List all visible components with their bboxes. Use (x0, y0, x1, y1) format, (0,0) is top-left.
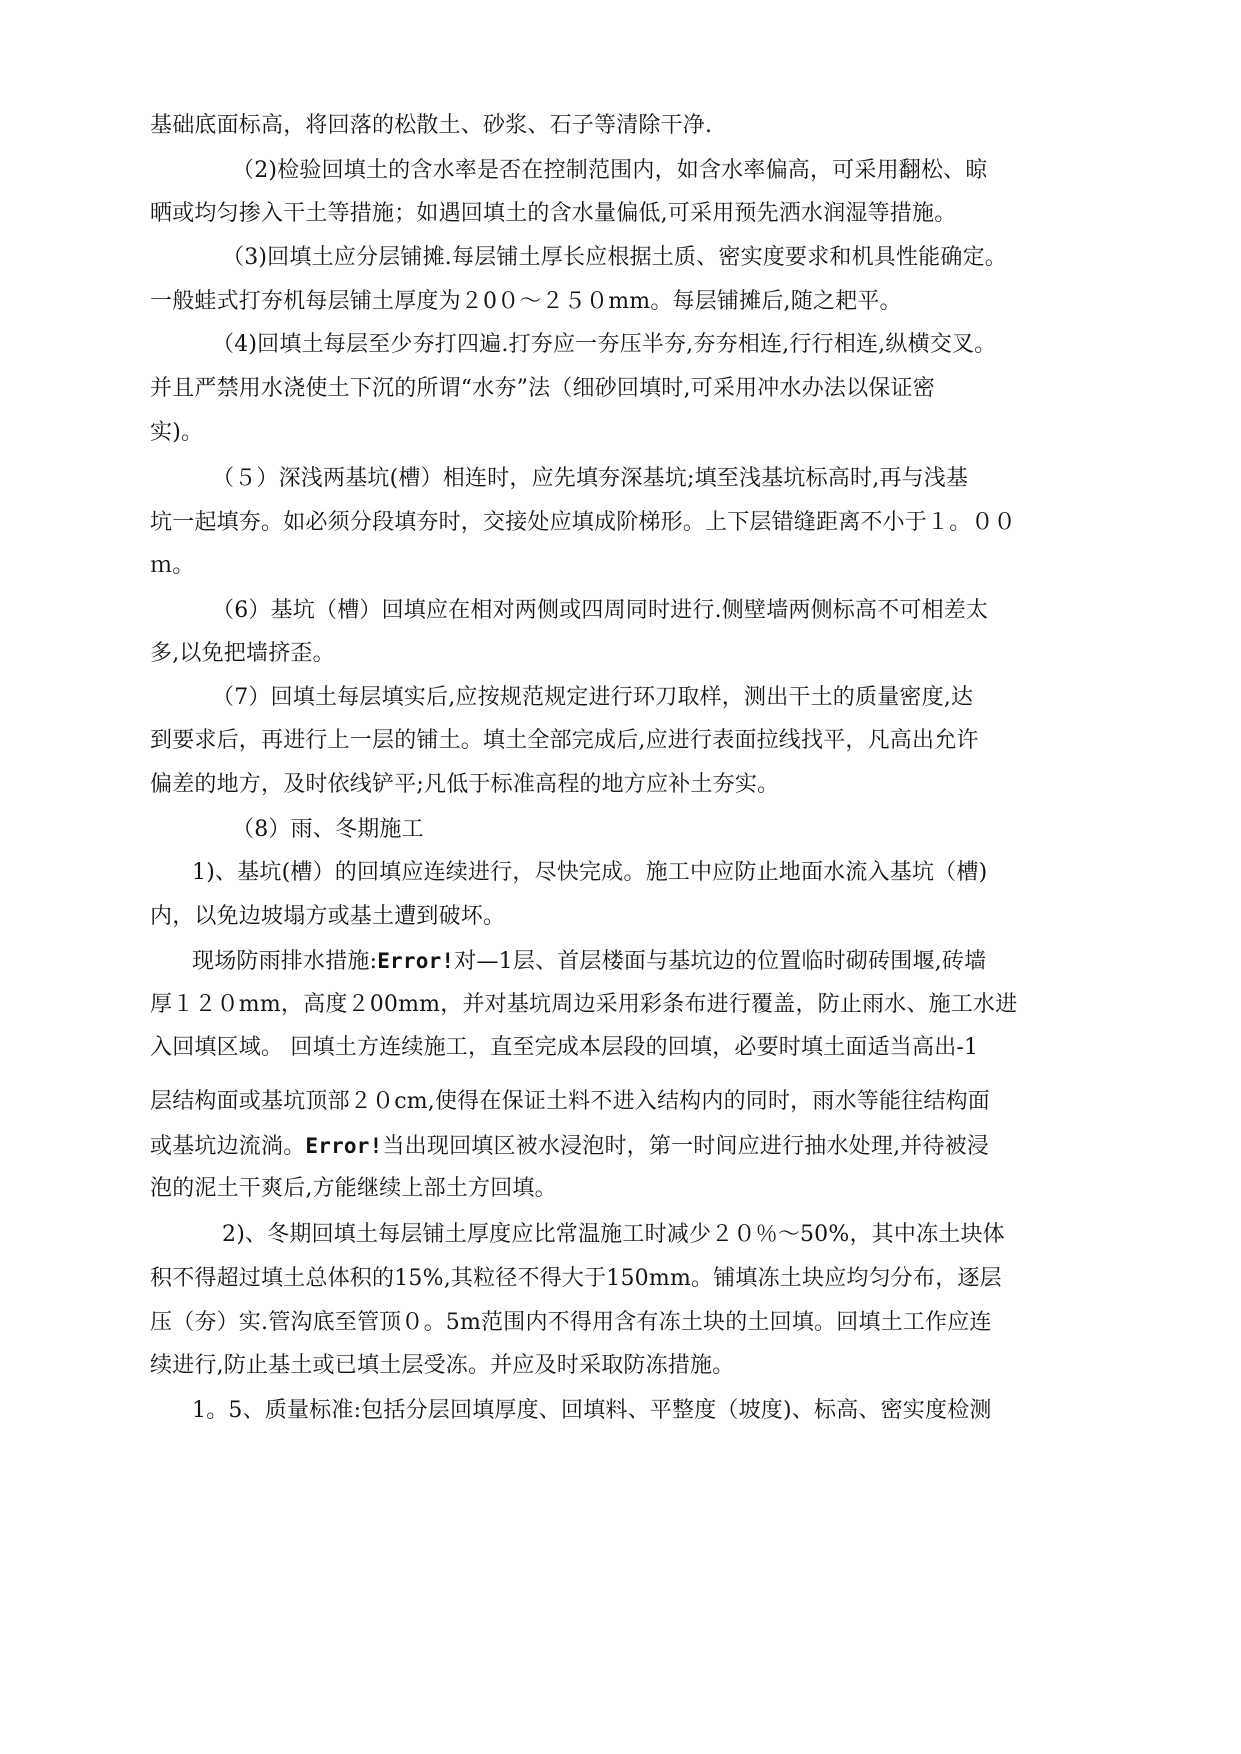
text-line: 偏差的地方，及时依线铲平;凡低于标准高程的地方应补土夯实。 (150, 772, 780, 797)
text-line: 入回填区域。 回填土方连续施工，直至完成本层段的回填，必要时填土面适当高出-1 (150, 1035, 979, 1060)
text-line: （５）深浅两基坑(槽）相连时，应先填夯深基坑;填至浅基坑标高时,再与浅基 (212, 466, 969, 491)
text-line: 1。5、质量标准:包括分层回填厚度、回填料、平整度（坡度)、标高、密实度检测 (192, 1398, 992, 1423)
text-line: 压（夯）实.管沟底至管顶０。5m范围内不得用含有冻土块的土回填。回填土工作应连 (150, 1310, 992, 1335)
text-segment: 或基坑边流淌。 (150, 1134, 306, 1159)
text-line: （3)回填土应分层铺摊.每层铺土厚长应根据土质、密实度要求和机具性能确定。 (222, 245, 1007, 270)
text-line: 坑一起填夯。如必须分段填夯时，交接处应填成阶梯形。上下层错缝距离不小于１。００ (150, 510, 1016, 535)
text-line: 并且严禁用水浇使土下沉的所谓“水夯”法（细砂回填时,可采用冲水办法以保证密 (150, 376, 935, 401)
text-line: 层结构面或基坑顶部２０cm,使得在保证土料不进入结构内的同时，雨水等能往结构面 (150, 1089, 990, 1114)
text-line: （7）回填土每层填实后,应按规范规定进行环刀取样，测出干土的质量密度,达 (212, 685, 974, 710)
text-line: 晒或均匀掺入干土等措施；如遇回填土的含水量偏低,可采用预先洒水润湿等措施。 (150, 201, 957, 226)
text-line (192, 946, 986, 977)
text-line: 实)。 (150, 420, 204, 445)
text-line: 泡的泥土干爽后,方能继续上部土方回填。 (150, 1176, 557, 1201)
text-line: 续进行,防止基土或已填土层受冻。并应及时采取防冻措施。 (150, 1353, 735, 1378)
text-line: 基础底面标高，将回落的松散土、砂浆、石子等清除干净. (150, 113, 713, 138)
text-line (150, 1131, 989, 1162)
text-line: （6）基坑（槽）回填应在相对两侧或四周同时进行.侧壁墙两侧标高不可相差太 (212, 598, 989, 623)
text-segment: 当出现回填区被水浸泡时，第一时间应进行抽水处理,并待被浸 (382, 1134, 990, 1159)
text-line: 厚１２０mm，高度２00mm，并对基坑周边采用彩条布进行覆盖，防止雨水、施工水进 (150, 992, 1018, 1017)
text-line: （2)检验回填土的含水率是否在控制范围内，如含水率偏高，可采用翻松、晾 (232, 158, 988, 183)
text-line: （4)回填土每层至少夯打四遍.打夯应一夯压半夯,夯夯相连,行行相连,纵横交叉。 (212, 332, 997, 357)
error-field-code: Error! (377, 949, 455, 973)
text-line: 积不得超过填土总体积的15%,其粒径不得大于150mm。铺填冻土块应均匀分布，逐层 (150, 1266, 1002, 1291)
text-line: ｍ。 (150, 553, 195, 578)
text-segment: 对—1层、首层楼面与基坑边的位置临时砌砖围堰,砖墙 (454, 949, 987, 974)
error-field-code: Error! (305, 1134, 383, 1158)
text-line: 到要求后，再进行上一层的铺土。填土全部完成后,应进行表面拉线找平，凡高出允许 (150, 728, 979, 753)
text-line: 多,以免把墙挤歪。 (150, 641, 335, 666)
text-line: 2)、冬期回填土每层铺土厚度应比常温施工时减少２０％～50%，其中冻土块体 (222, 1222, 1005, 1247)
text-line: （8）雨、冬期施工 (232, 817, 424, 842)
text-segment: 现场防雨排水措施: (192, 949, 378, 974)
text-line: 一般蛙式打夯机每层铺土厚度为２0０～２５０mm。每层铺摊后,随之耙平。 (150, 289, 902, 314)
text-line: 1)、基坑(槽）的回填应连续进行，尽快完成。施工中应防止地面水流入基坑（槽) (192, 860, 988, 885)
text-line: 内，以免边坡塌方或基土遭到破坏。 (150, 904, 506, 929)
